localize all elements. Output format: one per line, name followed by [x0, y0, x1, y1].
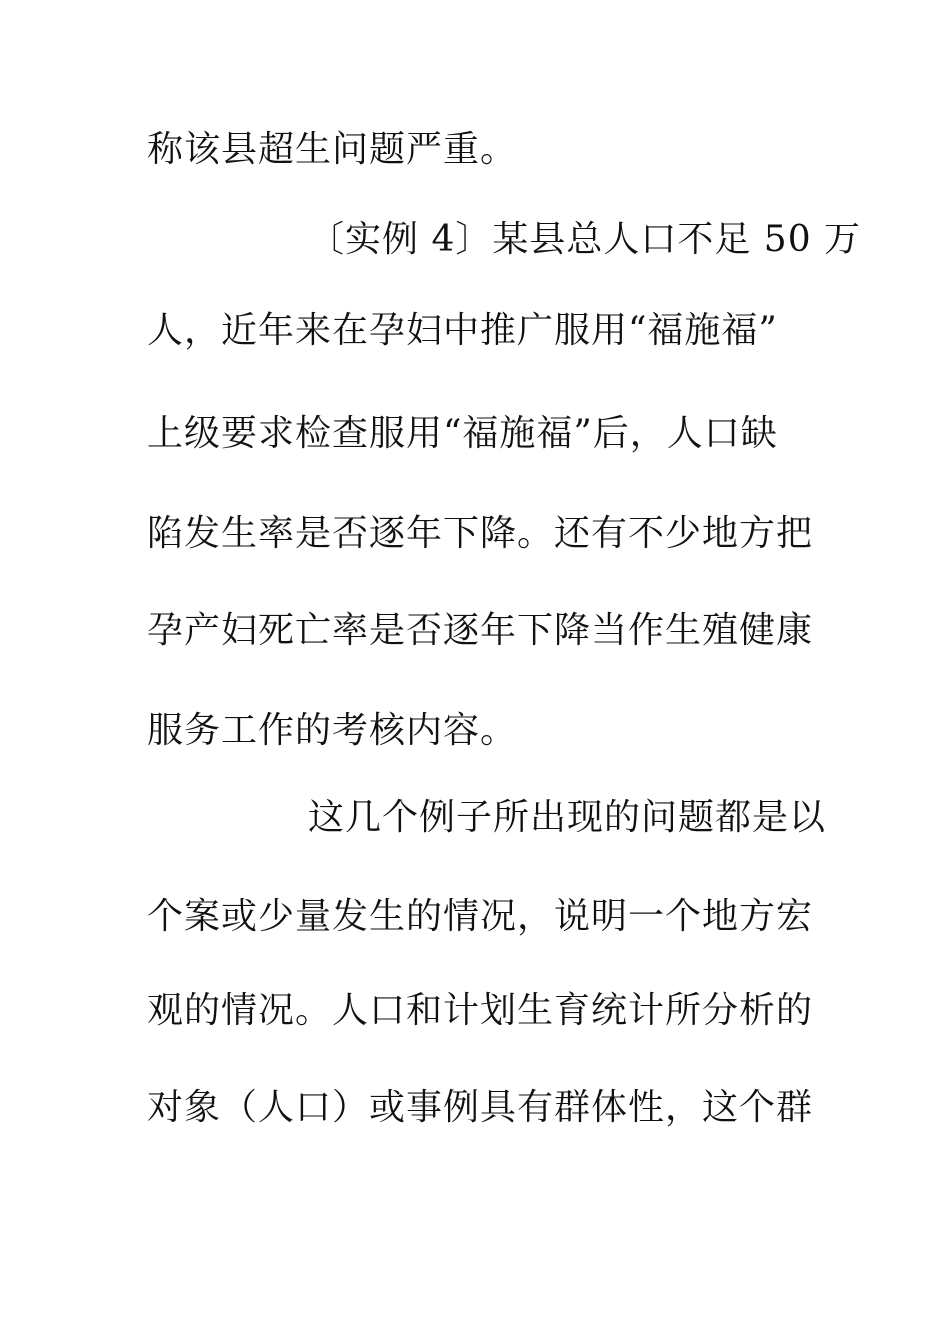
paragraph-line: 〔实例 4〕某县总人口不足 50 万: [308, 219, 862, 260]
paragraph-line: 人，近年来在孕妇中推广服用“福施福”: [147, 310, 778, 351]
paragraph-line: 个案或少量发生的情况，说明一个地方宏: [147, 896, 814, 937]
paragraph-line: 称该县超生问题严重。: [147, 129, 518, 170]
paragraph-line: 服务工作的考核内容。: [147, 710, 518, 751]
paragraph-line: 这几个例子所出现的问题都是以: [308, 797, 827, 838]
paragraph-line: 上级要求检查服用“福施福”后，人口缺: [147, 413, 778, 454]
paragraph-line: 观的情况。人口和计划生育统计所分析的: [147, 990, 814, 1031]
paragraph-line: 孕产妇死亡率是否逐年下降当作生殖健康: [147, 610, 814, 651]
paragraph-line: 陷发生率是否逐年下降。还有不少地方把: [147, 513, 814, 554]
paragraph-line: 对象（人口）或事例具有群体性，这个群: [147, 1087, 814, 1128]
